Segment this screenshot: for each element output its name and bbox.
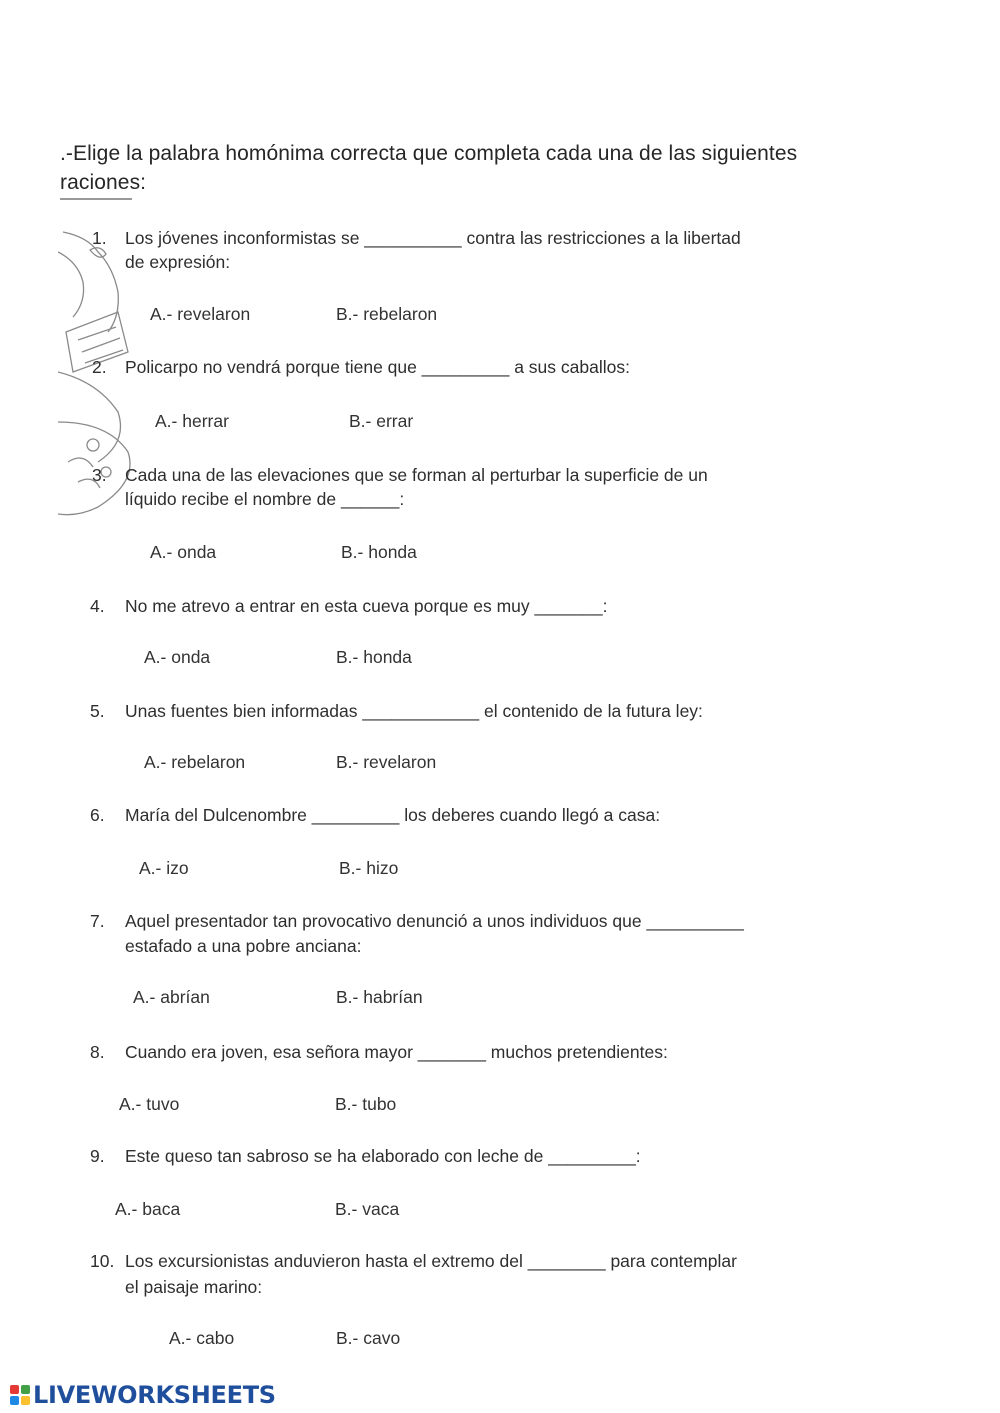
question-text-cont: de expresión: (125, 252, 231, 272)
question-number: 1. (92, 228, 107, 248)
question-text: Policarpo no vendrá porque tiene que _________ a sus caballos: (125, 357, 630, 377)
option-a[interactable]: A.- revelaron (150, 304, 251, 324)
option-a[interactable]: A.- tuvo (119, 1094, 180, 1114)
option-a[interactable]: A.- baca (115, 1199, 181, 1219)
question-text-cont: estafado a una pobre anciana: (125, 936, 362, 956)
logo-square (10, 1385, 19, 1394)
option-b[interactable]: B.- hizo (339, 858, 399, 878)
title-underline (60, 198, 132, 200)
option-a[interactable]: A.- onda (144, 647, 211, 667)
question-text: María del Dulcenombre _________ los deberes cuando llegó a casa: (125, 805, 661, 825)
question-text-cont: líquido recibe el nombre de ______: (125, 489, 405, 509)
option-a[interactable]: A.- herrar (155, 411, 229, 431)
option-a[interactable]: A.- izo (139, 858, 189, 878)
question-text-cont: el paisaje marino: (125, 1277, 263, 1297)
question-text: Los jóvenes inconformistas se __________ contra las restricciones a la libertad (125, 228, 741, 248)
brand-name: LIVEWORKSHEETS (33, 1381, 276, 1409)
question-text: Cuando era joven, esa señora mayor _______ muchos pretendientes: (125, 1042, 668, 1062)
logo-square (10, 1396, 19, 1405)
liveworksheets-logo[interactable] (10, 1380, 276, 1410)
question-number: 10. (90, 1251, 115, 1271)
question-number: 8. (90, 1042, 105, 1062)
instruction-title-line1: .-Elige la palabra homónima correcta que completa cada una de las siguientes (60, 142, 798, 165)
question-text: Cada una de las elevaciones que se forman al perturbar la superficie de un (125, 465, 708, 485)
option-a[interactable]: A.- rebelaron (144, 752, 246, 772)
question-text: Este queso tan sabroso se ha elaborado con leche de _________: (125, 1146, 641, 1166)
instruction-title-line2: raciones: (60, 171, 147, 194)
option-a[interactable]: A.- onda (150, 542, 217, 562)
option-a[interactable]: A.- abrían (133, 987, 210, 1007)
option-b[interactable]: B.- honda (336, 647, 412, 667)
logo-mark-icon (10, 1385, 30, 1405)
question-number: 9. (90, 1146, 105, 1166)
question-text: Aquel presentador tan provocativo denunció a unos individuos que __________ (125, 911, 744, 931)
question-number: 5. (90, 701, 105, 721)
option-b[interactable]: B.- vaca (335, 1199, 400, 1219)
option-a[interactable]: A.- cabo (169, 1328, 235, 1348)
question-text: Los excursionistas anduvieron hasta el extremo del ________ para contemplar (125, 1251, 737, 1271)
question-number: 6. (90, 805, 105, 825)
option-b[interactable]: B.- rebelaron (336, 304, 438, 324)
question-number: 3. (92, 465, 107, 485)
question-text: Unas fuentes bien informadas ____________ el contenido de la futura ley: (125, 701, 703, 721)
question-text: No me atrevo a entrar en esta cueva porque es muy _______: (125, 596, 608, 616)
logo-square (21, 1396, 30, 1405)
question-number: 4. (90, 596, 105, 616)
option-b[interactable]: B.- honda (341, 542, 417, 562)
option-b[interactable]: B.- tubo (335, 1094, 397, 1114)
option-b[interactable]: B.- errar (349, 411, 414, 431)
option-b[interactable]: B.- revelaron (336, 752, 437, 772)
logo-square (21, 1385, 30, 1394)
option-b[interactable]: B.- habrían (336, 987, 423, 1007)
question-number: 2. (92, 357, 107, 377)
question-number: 7. (90, 911, 105, 931)
option-b[interactable]: B.- cavo (336, 1328, 401, 1348)
